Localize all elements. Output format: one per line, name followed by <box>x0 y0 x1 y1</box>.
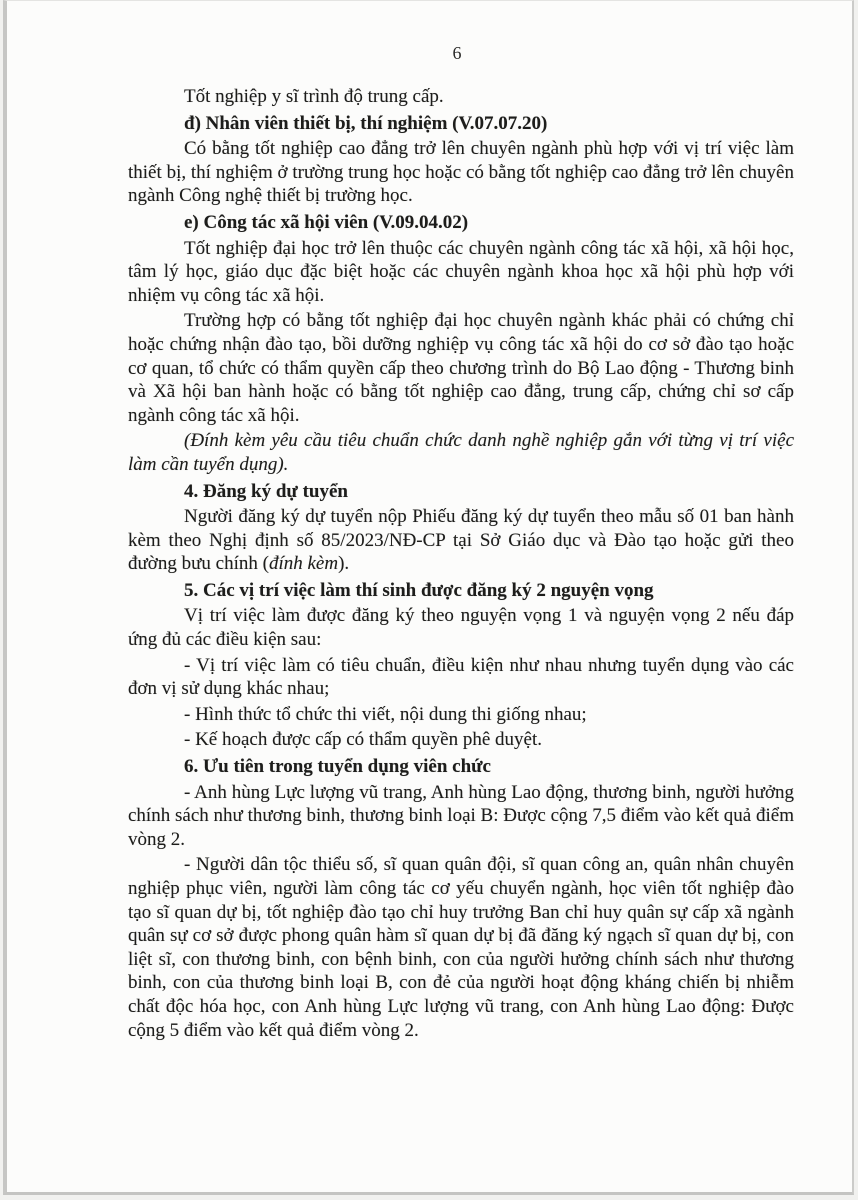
heading-5-hai-nguyen-vong: 5. Các vị trí việc làm thí sinh được đăng ký 2 nguyện vọng <box>184 579 654 601</box>
page-number: 6 <box>452 43 462 63</box>
list-item-vi-tri-tieu-chuan: - Vị trí việc làm có tiêu chuẩn, điều kiện như nhau nhưng tuyển dụng vào các đơn vị sử dụng khác nhau; <box>128 654 794 700</box>
heading-6-uu-tien: 6. Ưu tiên trong tuyển dụng viên chức <box>184 756 491 778</box>
paragraph-cong-tac-xa-hoi-tieu-chuan: Tốt nghiệp đại học trở lên thuộc các chuyên ngành công tác xã hội, xã hội học, tâm lý học, giáo dục đặc biệt hoặc các chuyên ngành khoa học xã hội phù hợp với nhiệm vụ công tác xã hội. <box>128 237 794 306</box>
paragraph-dieu-kien-nguyen-vong: Vị trí việc làm được đăng ký theo nguyện vọng 1 và nguyện vọng 2 nếu đáp ứng đủ các điều kiện sau: <box>128 605 794 651</box>
paragraph-uu-tien-5-diem: - Người dân tộc thiểu số, sĩ quan quân đội, sĩ quan công an, quân nhân chuyên nghiệp phục viên, người làm công tác cơ yếu chuyển ngành, học viên tốt nghiệp đào tạo sĩ quan dự bị, tốt nghiệp đào tạo chỉ huy trưởng Ban chỉ huy quân sự cấp xã ngành quân sự cơ sở được phong quân hàm sĩ quan dự bị đã đăng ký ngạch sĩ quan dự bị, con liệt sĩ, con thương binh, con bệnh binh, con của người hưởng chính sách như thương binh, con của thương binh loại B, con đẻ của người hoạt động kháng chiến bị nhiễm chất độc hóa học, con Anh hùng Lực lượng vũ trang, con Anh hùng Lao động: Được cộng 5 điểm vào kết quả điểm vòng 2. <box>128 854 794 1041</box>
paragraph-tot-nghiep-y-si: Tốt nghiệp y sĩ trình độ trung cấp. <box>184 86 444 107</box>
heading-4-dang-ky-du-tuyen: 4. Đăng ký dự tuyển <box>184 480 348 502</box>
list-item-hinh-thuc-thi: - Hình thức tổ chức thi viết, nội dung thi giống nhau; <box>184 703 587 725</box>
paragraph-nop-phieu-italic: đính kèm <box>268 553 339 575</box>
paragraph-truong-hop-bang-khac: Trường hợp có bằng tốt nghiệp đại học chuyên ngành khác phải có chứng chỉ hoặc chứng nhận đào tạo, bồi dưỡng nghiệp vụ công tác xã hội do cơ sở đào tạo hoặc cơ quan, tổ chức có thẩm quyền cấp theo chương trình do Bộ Lao động - Thương binh và Xã hội ban hành hoặc có bằng tốt nghiệp cao đẳng, trung cấp, chứng chỉ sơ cấp ngành công tác xã hội. <box>128 310 794 426</box>
heading-e-cong-tac-xa-hoi-vien: e) Công tác xã hội viên (V.09.04.02) <box>184 211 469 233</box>
paragraph-dinh-kem-yeu-cau: (Đính kèm yêu cầu tiêu chuẩn chức danh nghề nghiệp gắn với từng vị trí việc làm cần tuyển dụng). <box>128 430 794 475</box>
paragraph-nop-phieu-suffix: ). <box>338 553 350 575</box>
list-item-ke-hoach: - Kế hoạch được cấp có thẩm quyền phê duyệt. <box>184 729 542 751</box>
document-body <box>128 85 794 1044</box>
paragraph-uu-tien-7-5-diem: - Anh hùng Lực lượng vũ trang, Anh hùng Lao động, thương binh, người hưởng chính sách như thương binh, thương binh loại B: Được cộng 7,5 điểm vào kết quả điểm vòng 2. <box>128 781 794 850</box>
paragraph-thiet-bi-thi-nghiem: Có bằng tốt nghiệp cao đẳng trở lên chuyên ngành phù hợp với vị trí việc làm thiết bị, thí nghiệm ở trường trung học hoặc có bằng tốt nghiệp cao đẳng trở lên chuyên ngành Công nghệ thiết bị trường học. <box>128 138 794 207</box>
heading-d-nhan-vien-thiet-bi: đ) Nhân viên thiết bị, thí nghiệm (V.07.07.20) <box>184 112 548 134</box>
paragraph-nop-phieu-dang-ky <box>128 505 794 576</box>
paragraph-nop-phieu-prefix: Người đăng ký dự tuyển nộp Phiếu đăng ký dự tuyển theo mẫu số 01 ban hành kèm theo Nghị định số 85/2023/NĐ-CP tại Sở Giáo dục và Đào tạo hoặc gửi theo đường bưu chính ( <box>128 506 794 575</box>
document-page <box>3 0 854 1195</box>
